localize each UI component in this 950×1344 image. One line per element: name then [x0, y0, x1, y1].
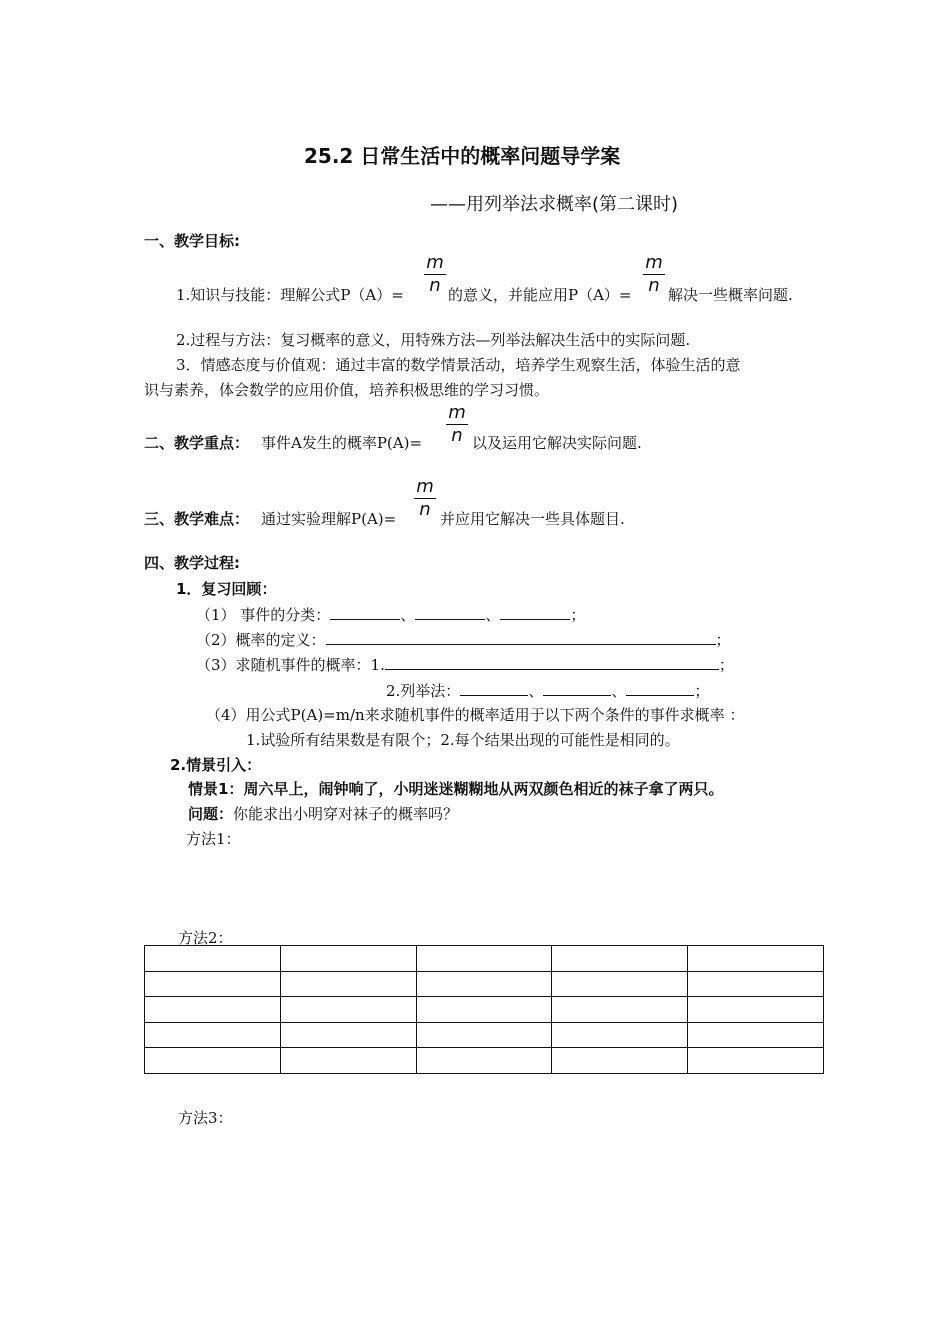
- terminator: ；: [694, 682, 710, 700]
- table-cell[interactable]: [416, 1022, 552, 1048]
- table-cell[interactable]: [145, 1022, 281, 1048]
- separator: 、: [611, 682, 627, 700]
- method-3-label: 方法3：: [178, 1109, 233, 1127]
- fraction-denominator: n: [429, 275, 441, 296]
- separator: 、: [400, 606, 416, 624]
- table-cell[interactable]: [552, 971, 688, 997]
- fraction-m-over-n: [446, 402, 468, 447]
- answer-blank[interactable]: [500, 603, 570, 620]
- answer-table: [144, 945, 824, 1074]
- answer-blank[interactable]: [415, 603, 485, 620]
- table-cell[interactable]: [552, 1022, 688, 1048]
- section-heading-key-points: 二、教学重点：: [144, 434, 250, 452]
- table-cell[interactable]: [280, 1022, 416, 1048]
- table-cell[interactable]: [552, 946, 688, 972]
- fraction-m-over-n: [414, 476, 436, 521]
- table-cell[interactable]: [688, 1022, 824, 1048]
- table-cell[interactable]: [552, 1048, 688, 1074]
- fraction-denominator: n: [419, 499, 431, 520]
- review-q4: （4）用公式P(A)=m/n来求随机事件的概率适用于以下两个条件的事件求概率 ：: [206, 706, 745, 724]
- objective-knowledge-text-a: 1.知识与技能：理解公式P（A）=: [176, 286, 404, 304]
- fraction-m-over-n: [643, 252, 665, 297]
- scenario-1-text: 周六早上，闹钟响了，小明迷迷糊糊地从两双颜色相近的袜子拿了两只。: [243, 780, 724, 798]
- table-row: [145, 1048, 824, 1074]
- method-2-label: 方法2：: [178, 929, 233, 947]
- table-cell[interactable]: [688, 971, 824, 997]
- table-row: [145, 1022, 824, 1048]
- answer-blank[interactable]: [330, 603, 400, 620]
- objective-knowledge-text-c: 解决一些概率问题.: [668, 286, 793, 304]
- objective-attitude-line2: 识与素养，体会数学的应用价值，培养积极思维的学习习惯。: [144, 381, 550, 399]
- table-row: [145, 946, 824, 972]
- table-cell[interactable]: [416, 946, 552, 972]
- answer-blank[interactable]: [460, 679, 528, 696]
- table-row: [145, 971, 824, 997]
- table-cell[interactable]: [416, 997, 552, 1023]
- table-cell[interactable]: [280, 971, 416, 997]
- objective-attitude-line1: 3．情感态度与价值观：通过丰富的数学情景活动，培养学生观察生活，体验生活的意: [176, 356, 741, 374]
- fraction-m-over-n: [424, 252, 446, 297]
- objective-knowledge-text-b: 的意义，并能应用P（A）=: [448, 286, 632, 304]
- key-points-text-b: 以及运用它解决实际问题.: [472, 434, 642, 452]
- review-q2: [196, 628, 731, 650]
- review-q2-label: （2）概率的定义：: [196, 631, 326, 649]
- answer-blank[interactable]: [626, 679, 694, 696]
- table-cell[interactable]: [688, 946, 824, 972]
- fraction-denominator: n: [648, 275, 660, 296]
- fraction-numerator: m: [414, 476, 436, 499]
- table-cell[interactable]: [416, 971, 552, 997]
- fraction-numerator: m: [424, 252, 446, 275]
- table-cell[interactable]: [280, 946, 416, 972]
- separator: 、: [485, 606, 501, 624]
- page-subtitle: ——用列举法求概率(第二课时): [430, 194, 679, 215]
- scenario-1: [188, 778, 723, 799]
- fraction-numerator: m: [446, 402, 468, 425]
- table-cell[interactable]: [280, 1048, 416, 1074]
- difficulties-text-a: 通过实验理解P(A)=: [261, 510, 397, 528]
- fraction-denominator: n: [451, 425, 463, 446]
- section-heading-process: 四、教学过程:: [144, 554, 240, 572]
- table-cell[interactable]: [688, 1048, 824, 1074]
- terminator: ；: [715, 631, 731, 649]
- review-q3-label: （3）求随机事件的概率：1.: [196, 656, 385, 674]
- table-row: [145, 997, 824, 1023]
- table-cell[interactable]: [688, 997, 824, 1023]
- scenario-question: [188, 803, 458, 824]
- review-q3: [196, 653, 734, 675]
- section-heading-objectives: 一、教学目标:: [144, 232, 240, 250]
- table-cell[interactable]: [280, 997, 416, 1023]
- fraction-numerator: m: [643, 252, 665, 275]
- answer-blank[interactable]: [326, 628, 716, 645]
- answer-blank[interactable]: [543, 679, 611, 696]
- section-heading-difficulties: 三、教学难点：: [144, 510, 250, 528]
- review-q3-enumeration: [386, 679, 709, 701]
- table-cell[interactable]: [145, 1048, 281, 1074]
- page-title: 25.2 日常生活中的概率问题导学案: [304, 144, 621, 168]
- review-q1: [196, 603, 585, 625]
- terminator: ；: [718, 656, 734, 674]
- difficulties-text-b: 并应用它解决一些具体题目.: [440, 510, 625, 528]
- review-heading: 1．复习回顾：: [176, 580, 277, 598]
- table-cell[interactable]: [416, 1048, 552, 1074]
- question-label: 问题：: [188, 805, 234, 823]
- method-1-label: 方法1：: [186, 830, 241, 848]
- scenario-heading: 2.情景引入：: [170, 756, 262, 774]
- scenario-1-label: 情景1：: [188, 780, 244, 798]
- separator: 、: [528, 682, 544, 700]
- question-text: 你能求出小明穿对袜子的概率吗？: [233, 805, 459, 823]
- objective-process: 2.过程与方法：复习概率的意义，用特殊方法—列举法解决生活中的实际问题.: [176, 331, 691, 349]
- table-cell[interactable]: [145, 946, 281, 972]
- table-cell[interactable]: [145, 971, 281, 997]
- review-q4-conditions: 1.试验所有结果数是有限个；2.每个结果出现的可能性是相同的。: [246, 731, 680, 749]
- table-cell[interactable]: [552, 997, 688, 1023]
- terminator: ；: [570, 606, 586, 624]
- key-points-text-a: 事件A发生的概率P(A)=: [261, 434, 423, 452]
- review-q1-label: （1） 事件的分类：: [196, 606, 331, 624]
- answer-blank[interactable]: [385, 653, 719, 670]
- table-cell[interactable]: [145, 997, 281, 1023]
- review-q3b-label: 2.列举法：: [386, 682, 461, 700]
